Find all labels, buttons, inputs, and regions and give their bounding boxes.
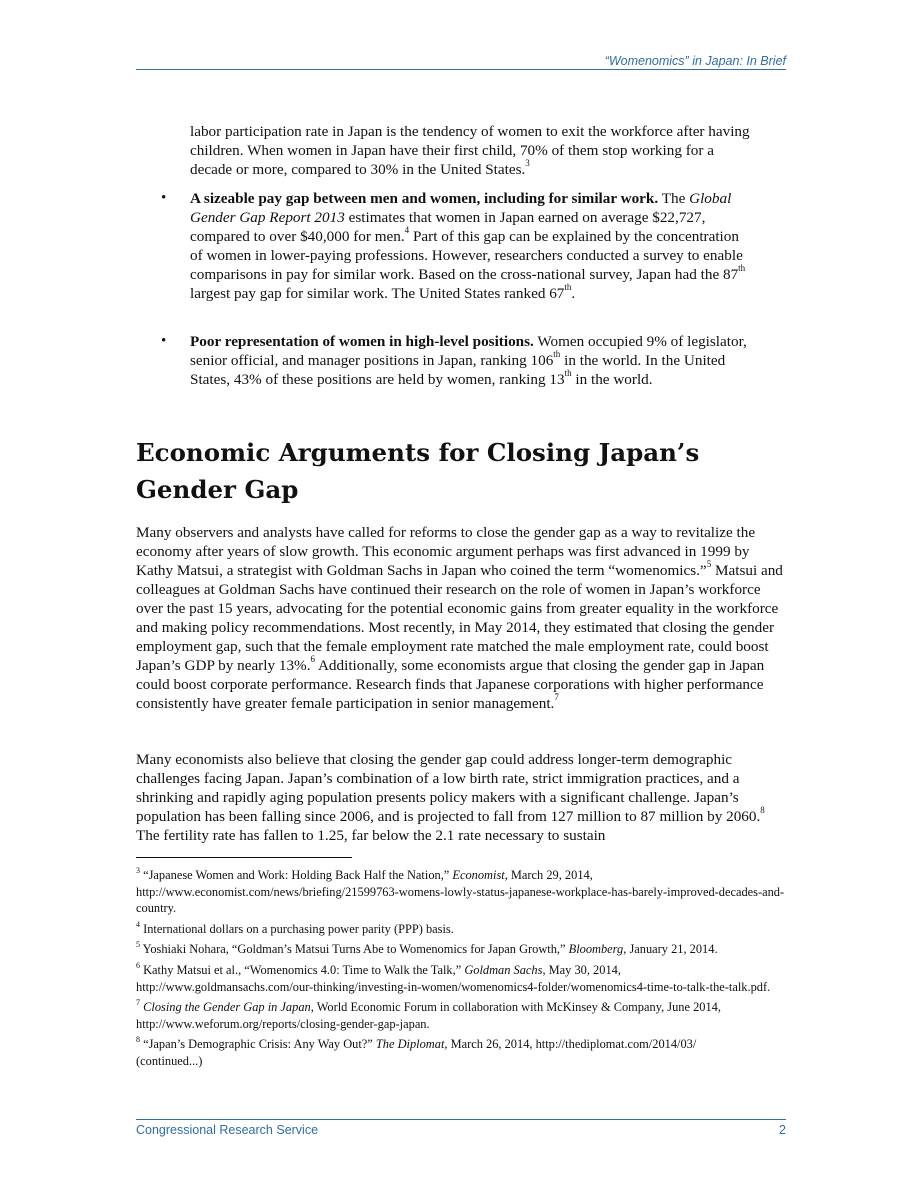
footer-source: Congressional Research Service bbox=[136, 1123, 319, 1137]
footer-rule bbox=[136, 1119, 786, 1120]
footnote-ref[interactable]: 3 bbox=[525, 157, 530, 168]
footnote-5: $^5$ Yoshiaki Nohara, “Goldman’s Matsui Turns Abe to Womenomics for Japan Growth,” Bloomberg, January 21, 2014. bbox=[136, 940, 718, 957]
paragraph-economic-argument: Many observers and analysts have called for reforms to close the gender gap as a way to revitalize the economy after years of slow growth. This economic argument perhaps was first advanced in 1999 by Kathy Matsui, a strategist with Goldman Sachs in Japan who coined the term “womenomics.”$^5$ Matsui and colleagues at Goldman Sachs have continued their research on the role of women in Japan’s workforce over the past 15 years, advocating for the potential economic gains from greater equality in the workforce and making policy recommendations. Most recently, in May 2014, they estimated that closing the gender employment gap, such that the female employment rate matched the male employment rate, could boost Japan’s GDP by nearly 13%.$^6$ Additionally, some economists argue that closing the gender gap in Japan could boost corporate performance. Research finds that Japanese corporations with higher performance consistently have greater female participation in senior management.$^7$ bbox=[136, 524, 783, 712]
footnote-ref[interactable]: 8 bbox=[760, 804, 765, 815]
footnote-url[interactable]: http://www.economist.com/news/briefing/21599763-womens-lowly-status-japanese-workplace-has-barely-improved-decades-and-country. bbox=[136, 884, 785, 916]
continued-note: (continued...) bbox=[136, 1053, 203, 1068]
footnote-3: $^3$ “Japanese Women and Work: Holding Back Half the Nation,” Economist, March 29, 2014, http://www.economist.com/news/briefing/21599763-womens-lowly-status-japanese-workplace-has-barely-improved-decades-and-country. bbox=[136, 865, 785, 916]
footnote-6: $^6$ Kathy Matsui et al., “Womenomics 4.0: Time to Walk the Talk,” Goldman Sachs, May 30, 2014, http://www.goldmansachs.com/our-thinking/investing-in-women/womenomics4-folder/womenomics4-time-to-talk-the-talk.pdf. bbox=[136, 960, 771, 994]
footnote-url[interactable]: http://www.weforum.org/reports/closing-gender-gap-japan. bbox=[136, 1016, 430, 1031]
paragraph-demographics: Many economists also believe that closing the gender gap could address longer-term demographic challenges facing Japan. Japan’s combination of a low birth rate, strict immigration practices, and a shrinking and rapidly aging population presents policy makers with a significant challenge. Japan’s population has been falling since 2006, and is projected to fall from 127 million to 87 million by 2060.$^8$ The fertility rate has fallen to 1.25, far below the 2.1 rate necessary to sustain bbox=[136, 751, 765, 844]
footnote-separator bbox=[136, 857, 352, 858]
continued-paragraph: labor participation rate in Japan is the tendency of women to exit the workforce after having children. When women in Japan have their first child, 70% of them stop working for a decade or more, compared to 30% in the United States.$^3$ bbox=[190, 123, 750, 178]
footnotes bbox=[136, 867, 786, 1074]
footnote-8: $^8$ “Japan’s Demographic Crisis: Any Way Out?” The Diplomat, March 26, 2014, http://thediplomat.com/2014/03/ (continued...) bbox=[136, 1035, 697, 1068]
header-rule bbox=[136, 69, 786, 70]
section-heading: Economic Arguments for Closing Japan’s Gender Gap bbox=[136, 438, 700, 504]
page-number: 2 bbox=[779, 1123, 786, 1137]
footnote-7: $^7$ Closing the Gender Gap in Japan, World Economic Forum in collaboration with McKinsey & Company, June 2014, http://www.weforum.org/reports/closing-gender-gap-japan. bbox=[136, 998, 721, 1031]
bullet-dot-icon: • bbox=[161, 333, 167, 349]
running-header: “Womenomics” in Japan: In Brief bbox=[604, 54, 786, 68]
footnote-ref[interactable]: 6 bbox=[310, 653, 315, 664]
footnote-4: $^4$ International dollars on a purchasing power parity (PPP) basis. bbox=[136, 919, 454, 936]
footnote-ref[interactable]: 4 bbox=[404, 224, 410, 235]
footnote-ref[interactable]: 5 bbox=[706, 558, 712, 569]
bullet-dot-icon: • bbox=[161, 190, 167, 206]
footnote-ref[interactable]: 7 bbox=[554, 691, 559, 702]
bullet-pay-gap: • A sizeable pay gap between men and women, including for similar work. The Global Gender Gap Report 2013 estimates that women in Japan earned on average $22,727, compared to over $40,000 for men.$^4$ Part of this gap can be explained by the concentration of women in lower-paying professions. However, researchers conducted a survey to enable comparisons in pay for similar work. Based on the cross-national survey, Japan had the 87th largest pay gap for similar work. The United States ranked 67th. bbox=[161, 190, 746, 302]
footnote-url[interactable]: http://www.goldmansachs.com/our-thinking/investing-in-women/womenomics4-folder/womenomics4-time-to-talk-the-talk.pdf. bbox=[136, 979, 771, 994]
bullet-representation: • Poor representation of women in high-level positions. Women occupied 9% of legislator, senior official, and manager positions in Japan, ranking 106th in the world. In the United States, 43% of these positions are held by women, ranking 13th in the world. bbox=[161, 333, 747, 388]
